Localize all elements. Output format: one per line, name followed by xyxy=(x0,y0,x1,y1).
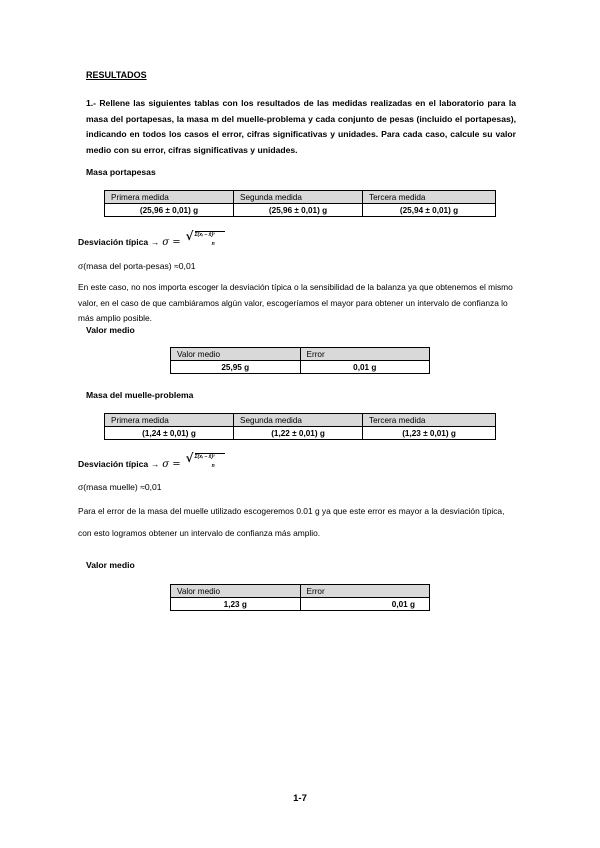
intro-paragraph: 1.- Rellene las siguientes tablas con los resultados de las medidas realizadas en el laboratorio para la masa del portapesas, la masa m del muelle-problema y cada conjunto de pesas (incluido el portapesas), indicando en todos los casos el error, cifras significativas y unidades. Para cada caso, calcule su valor medio con su error, cifras significativas y unidades. xyxy=(86,98,516,155)
table-header-row xyxy=(105,191,496,204)
value-cell: (25,96 ± 0,01) g xyxy=(105,204,234,217)
section1-sigma-line: σ(masa del porta-pesas) ≈0,01 xyxy=(78,261,196,271)
results-heading: RESULTADOS xyxy=(86,70,147,80)
section2-paragraph: Para el error de la masa del muelle utilizado escogeremos 0.01 g ya que este error es mayor a la desviación típica, con esto logramos obtener un intervalo de confianza más amplio. xyxy=(78,506,505,538)
header-cell: Segunda medida xyxy=(234,414,363,427)
section1-title: Masa portapesas xyxy=(86,167,156,177)
formula-denominator: n xyxy=(211,241,215,247)
table-header-row xyxy=(171,585,430,598)
section1-paragraph: En este caso, no nos importa escoger la desviación típica o la sensibilidad de la balanza ya que obtenemos el mismo valor, en el caso de que cambiáramos algún valor, escogeríamos el mayor para obtener un intervalo de confianza lo más amplio posible. xyxy=(78,282,513,323)
sqrt-icon: √ xyxy=(185,451,194,465)
value-cell: (25,94 ± 0,01) g xyxy=(363,204,496,217)
sigma-symbol: σ = xyxy=(162,236,181,248)
value-cell: (25,96 ± 0,01) g xyxy=(234,204,363,217)
formula-denominator: n xyxy=(211,463,215,469)
header-cell: Error xyxy=(300,585,430,598)
section2-mean-table xyxy=(170,584,430,611)
value-cell: 0,01 g xyxy=(300,598,430,611)
formula-radicand: Σ(xᵢ − x̄)² xyxy=(195,231,225,238)
value-cell: 0,01 g xyxy=(300,361,430,374)
std-dev-formula xyxy=(185,451,226,474)
table-row xyxy=(171,598,430,611)
table-row xyxy=(171,361,430,374)
header-cell: Segunda medida xyxy=(234,191,363,204)
value-cell: (1,22 ± 0,01) g xyxy=(234,427,363,440)
sqrt-icon: √ xyxy=(185,229,194,243)
section1-mean-table xyxy=(170,347,430,374)
formula-label: Desviación típica → xyxy=(78,459,160,469)
header-cell: Error xyxy=(300,348,430,361)
header-cell: Primera medida xyxy=(105,414,234,427)
section2-measure-table xyxy=(104,413,496,440)
section2-sigma-line: σ(masa muelle) ≈0,01 xyxy=(78,482,162,492)
std-dev-formula xyxy=(185,229,226,252)
section2-mean-title: Valor medio xyxy=(86,560,135,570)
header-cell: Tercera medida xyxy=(363,191,496,204)
section2-formula xyxy=(78,451,226,474)
table-header-row xyxy=(105,414,496,427)
header-cell: Valor medio xyxy=(171,348,301,361)
header-cell: Valor medio xyxy=(171,585,301,598)
table-row xyxy=(105,204,496,217)
value-cell: (1,24 ± 0,01) g xyxy=(105,427,234,440)
table-row xyxy=(105,427,496,440)
section1-formula xyxy=(78,229,226,252)
header-cell: Primera medida xyxy=(105,191,234,204)
formula-label: Desviación típica → xyxy=(78,237,160,247)
page-number: 1-7 xyxy=(293,793,307,804)
section1-measure-table xyxy=(104,190,496,217)
formula-radicand: Σ(xᵢ − x̄)² xyxy=(195,453,225,460)
value-cell: (1,23 ± 0,01) g xyxy=(363,427,496,440)
header-cell: Tercera medida xyxy=(363,414,496,427)
value-cell: 25,95 g xyxy=(171,361,301,374)
section2-title: Masa del muelle-problema xyxy=(86,390,194,400)
sigma-symbol: σ = xyxy=(162,458,181,470)
table-header-row xyxy=(171,348,430,361)
section1-mean-title: Valor medio xyxy=(86,325,135,335)
value-cell: 1,23 g xyxy=(171,598,301,611)
